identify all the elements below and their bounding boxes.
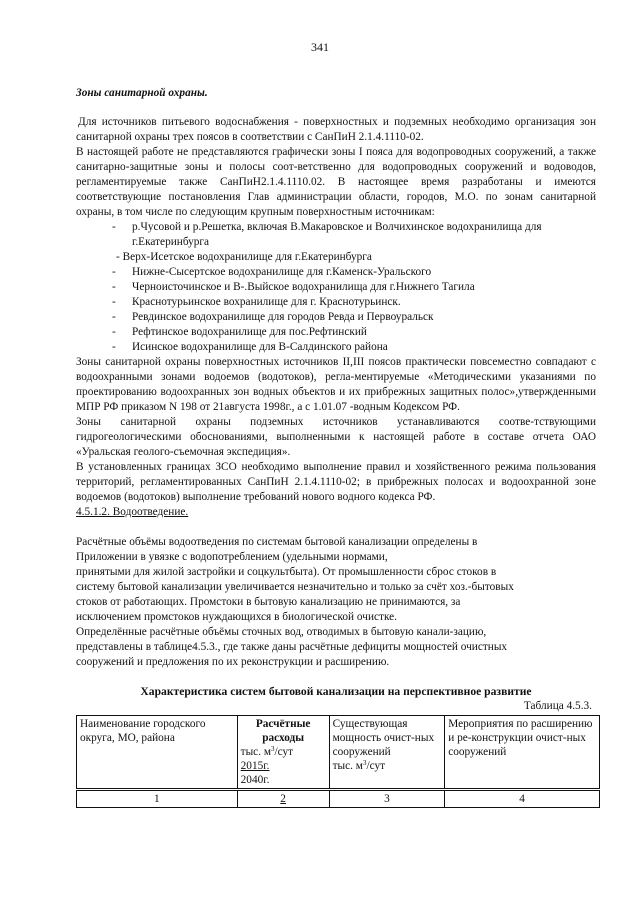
header-cell: Мероприятия по расширению и ре-конструкции очист-ных сооружений (445, 716, 600, 790)
list-item: - Верх-Исетское водохранилище для г.Екатеринбурга (116, 251, 372, 263)
table-row (77, 790, 600, 808)
paragraph: Зоны санитарной охраны подземных источников устанавливаются соотве-тствующими гидрогеологическими обоснованиями, выполненными к настоящей работе в составе отчета ОАО «Уральская геолого-съемочная экспедиция». (76, 416, 596, 458)
text-line: Расчётные объёмы водоотведения по системам бытовой канализации определены в (76, 536, 478, 548)
page-number: 341 (311, 40, 329, 54)
text-line: Определённые расчётные объёмы сточных вод, отводимых в бытовую канали-зацию, (76, 626, 487, 638)
paragraph: В настоящей работе не представляются графически зоны I пояса для водопроводных сооружений, а также санитарно-защитные зоны и полосы соот-ветственно для водопроводных сооружений и водоводов, регламентируемые также СанПиН2.1.4.1110.02. В настоящее время разработаны и имеются соответствующие постановления Глав администрации области, городов, М.О. по зонам санитарной охраны, в том числе по следующим крупным поверхностным источникам: (76, 146, 596, 218)
table-caption: Характеристика систем бытовой канализации на перспективное развитие (140, 685, 532, 698)
text-line: исключением промстоков нуждающихся в биологической очистке. (76, 611, 397, 623)
list-item: - Исинское водохранилище для В-Салдинского района (112, 341, 388, 353)
sewer-table (76, 715, 600, 808)
water-disposal-text (76, 535, 596, 670)
section-title: Зоны санитарной охраны. (76, 87, 208, 99)
list-item: - Нижне-Сысертское водохранилище для г.Каменск-Уральского (112, 266, 432, 278)
list-item: - Рефтинское водохранилище для пос.Рефтинский (112, 326, 367, 338)
subheading: 4.5.1.2. Водоотведение. (76, 506, 189, 518)
header-cell: Существующая мощность очист-ных сооружений тыс. $м^3$/сут (329, 716, 445, 790)
paragraph: Для источников питьевого водоснабжения - поверхностных и подземных необходимо организация зон санитарной охраны трех поясов в соответствии с СанПиН 2.1.4.1110-02. (76, 116, 596, 143)
paragraph: В установленных границах ЗСО необходимо выполнение правил и хозяйственного режима пользования территорий, регламентированных СанПиН 2.1.4.1110-02; в прибрежных полосах и водоохранной зоне водоемов (водотоков) выполнение требований нового водного кодекса РФ. (76, 461, 596, 503)
list-item: - Черноисточинское и В-.Выйское водохранилища для г.Нижнего Тагила (112, 281, 475, 293)
number-cell: 1 (77, 790, 238, 808)
text-line: представлены в таблице4.5.3., где также даны расчётные дефициты мощностей очистных (76, 641, 508, 653)
number-cell: 3 (329, 790, 445, 808)
text-line: принятыми для жилой застройки и соцкультбыта). От промышленности сброс стоков в (76, 566, 497, 578)
text-line: стоков от работающих. Промстоки в бытовую канализацию не принимаются, за (76, 596, 461, 608)
header-cell: Расчётные расходы тыс. $м^3$/сут 2015г. 2040г. (237, 716, 329, 790)
list-item: - Краснотурьинское вохранилище для г. Краснотурьинск. (112, 296, 401, 308)
table-header-row (77, 716, 600, 790)
number-cell: 2 (237, 790, 329, 808)
text-line: сооружений и предложения по их реконструкции и расширению. (76, 656, 390, 668)
number-cell: 4 (445, 790, 600, 808)
header-cell: Наименование городского округа, МО, района (77, 716, 238, 790)
table-number: Таблица 4.5.3. (523, 700, 592, 712)
reservoir-list (76, 220, 596, 355)
paragraph: Зоны санитарной охраны поверхностных источников II,III поясов практически повсеместно совпадают с водоохранными зонами водоемов (водотоков), регла-ментируемые «Методическими указаниями по проектированию водоохранных зон водных объектов и их прибрежных защитных полос»,утвержденными МПР РФ приказом N 198 от 21августа 1998г., а с 1.01.07 -водным Кодексом РФ. (76, 356, 596, 413)
list-item: - р.Чусовой и р.Решетка, включая В.Макаровское и Волчихинское водохранилища для г.Екатеринбурга (112, 221, 542, 248)
list-item: - Ревдинское водохранилище для городов Ревда и Первоуральск (112, 311, 434, 323)
text-line: систему бытовой канализации увеличивается незначительно и только за счёт хоз.-бытовых (76, 581, 514, 593)
text-line: Приложении в увязке с водопотреблением (удельными нормами, (76, 551, 388, 563)
document-body (76, 86, 596, 808)
